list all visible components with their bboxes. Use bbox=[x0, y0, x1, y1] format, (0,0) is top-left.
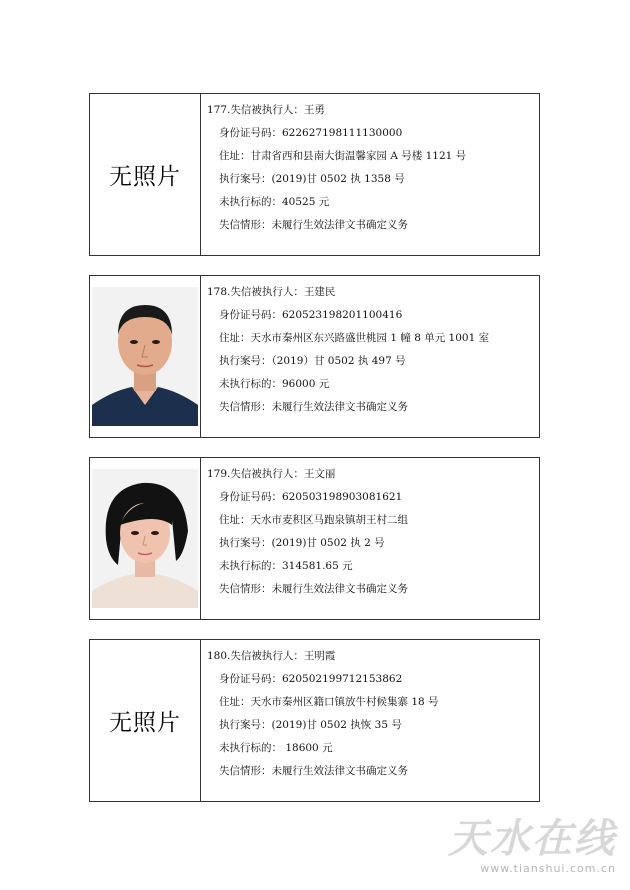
record-header: 177.失信被执行人：王勇 bbox=[207, 104, 325, 116]
watermark-url: www.tianshui.com.cn bbox=[480, 862, 616, 875]
unexecuted-amount: 未执行标的：314581.65 元 bbox=[219, 560, 353, 572]
address: 住址：天水市麦积区马跑泉镇胡王村二组 bbox=[219, 514, 408, 526]
case-number: 执行案号：(2019)甘 0502 执 1358 号 bbox=[219, 173, 405, 185]
record-178 bbox=[89, 275, 540, 438]
record-header: 179.失信被执行人：王文丽 bbox=[207, 468, 336, 480]
unexecuted-amount: 未执行标的： 18600 元 bbox=[219, 742, 333, 754]
site-watermark bbox=[416, 816, 616, 886]
no-photo-label: 无照片 bbox=[109, 164, 181, 190]
record-180 bbox=[89, 639, 540, 802]
unexecuted-amount: 未执行标的：96000 元 bbox=[219, 378, 330, 390]
record-header: 178.失信被执行人：王建民 bbox=[207, 286, 336, 298]
portrait-photo bbox=[92, 469, 198, 608]
id-number: 身份证号码：620502199712153862 bbox=[219, 673, 403, 685]
record-info bbox=[201, 276, 539, 437]
address: 住址：甘肃省西和县南大街温馨家园 A 号楼 1121 号 bbox=[219, 150, 467, 162]
id-number: 身份证号码：622627198111130000 bbox=[219, 127, 403, 139]
case-number: 执行案号：(2019)甘 0502 执 2 号 bbox=[219, 537, 385, 549]
case-number: 执行案号：（2019）甘 0502 执 497 号 bbox=[219, 355, 406, 367]
default-situation: 失信情形：未履行生效法律文书确定义务 bbox=[219, 401, 408, 413]
record-177 bbox=[89, 93, 540, 256]
photo-cell bbox=[90, 276, 201, 437]
photo-cell bbox=[90, 640, 201, 801]
record-info bbox=[201, 458, 539, 619]
id-number: 身份证号码：620523198201100416 bbox=[219, 309, 403, 321]
record-179 bbox=[89, 457, 540, 620]
record-info bbox=[201, 94, 539, 255]
portrait-photo bbox=[92, 287, 198, 426]
address: 住址：天水市秦州区东兴路盛世桃园 1 幢 8 单元 1001 室 bbox=[219, 332, 490, 344]
unexecuted-amount: 未执行标的：40525 元 bbox=[219, 196, 330, 208]
default-situation: 失信情形：未履行生效法律文书确定义务 bbox=[219, 765, 408, 777]
photo-cell bbox=[90, 94, 201, 255]
address: 住址：天水市秦州区籍口镇放牛村候集寨 18 号 bbox=[219, 696, 439, 708]
record-info bbox=[201, 640, 539, 801]
case-number: 执行案号：(2019)甘 0502 执恢 35 号 bbox=[219, 719, 402, 731]
no-photo-label: 无照片 bbox=[109, 710, 181, 736]
photo-cell bbox=[90, 458, 201, 619]
default-situation: 失信情形：未履行生效法律文书确定义务 bbox=[219, 583, 408, 595]
watermark-logo: 天水在线 bbox=[448, 816, 616, 862]
id-number: 身份证号码：620503198903081621 bbox=[219, 491, 403, 503]
default-situation: 失信情形：未履行生效法律文书确定义务 bbox=[219, 219, 408, 231]
record-header: 180.失信被执行人：王明霞 bbox=[207, 650, 336, 662]
